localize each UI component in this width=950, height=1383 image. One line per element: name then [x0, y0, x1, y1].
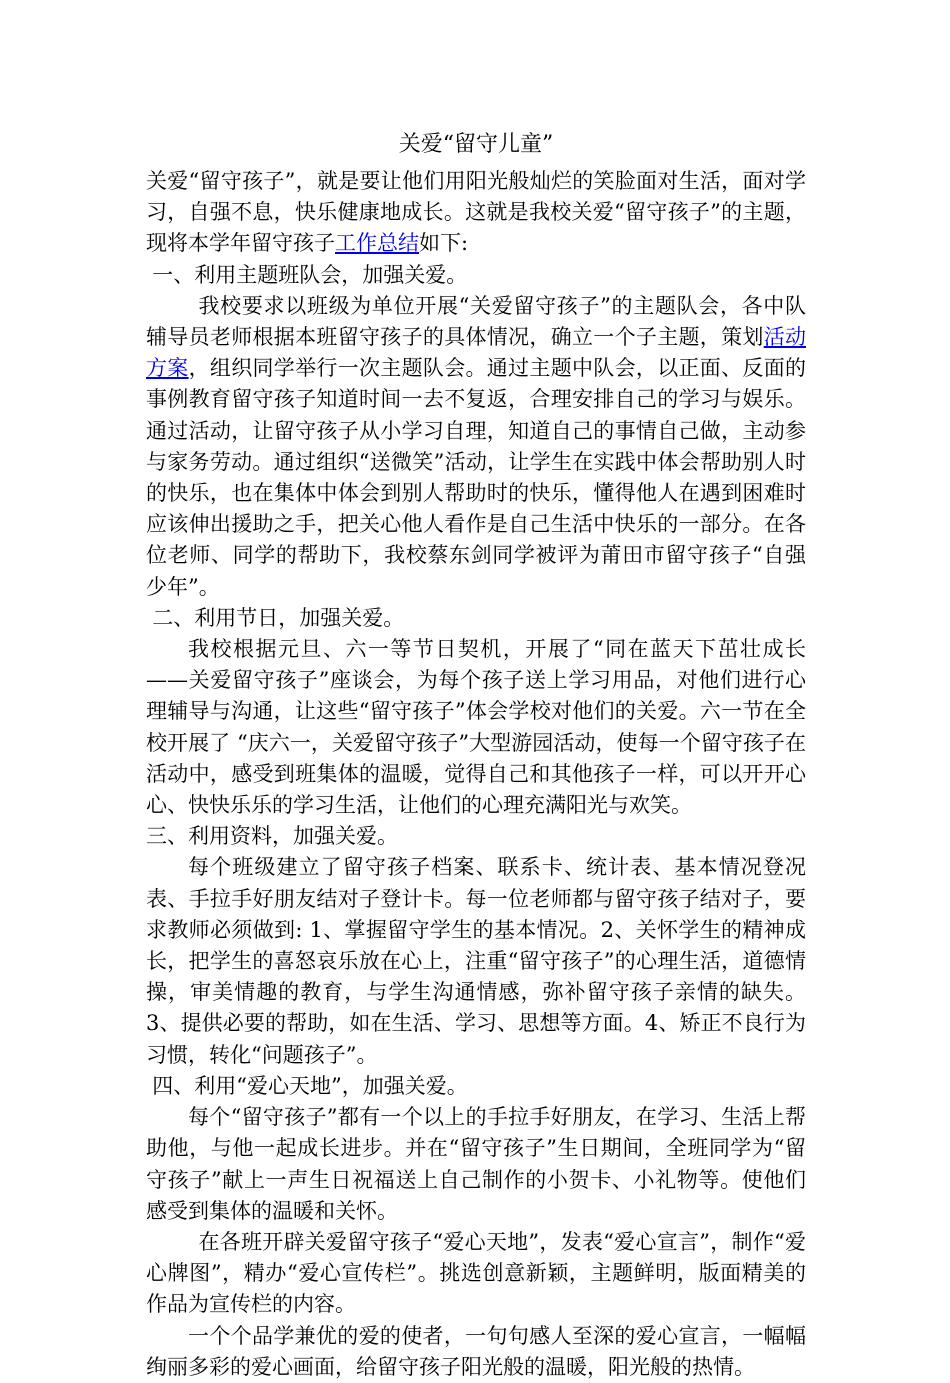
section-1-text-end: ，组织同学举行一次主题队会。通过主题中队会，以正面、反面的事例教育留守孩子知道时间一去不复返，合理安排自己的学习与娱乐。通过活动，让留守孩子从小学习自理，知道自己的事情自己做，主动参与家务劳动。通过组织“送微笑”活动，让学生在实践中体会帮助别人时的快乐，也在集体中体会到别人帮助时的快乐，懂得他人在遇到困难时应该伸出援助之手，把关心他人看作是自己生活中快乐的一部分。在各位老师、同学的帮助下，我校蔡东剑同学被评为莆田市留守孩子“自强少年”。 — [146, 356, 807, 599]
intro-text: 关爱“留守孩子”，就是要让他们用阳光般灿烂的笑脸面对生活，面对学习，自强不息，快乐健康地成长。这就是我校关爱“留守孩子”的主题，现将本学年留守孩子 — [146, 169, 806, 256]
section-4-paragraph-2: 在各班开辟关爱留守孩子“爱心天地”，发表“爱心宣言”，制作“爱心牌图”，精办“爱心宣传栏”。挑选创意新颖，主题鲜明，版面精美的作品为宣传栏的内容。 — [146, 1229, 806, 1317]
section-4-paragraph-3: 一个个品学兼优的爱的使者，一句句感人至深的爱心宣言，一幅幅绚丽多彩的爱心画面，给留守孩子阳光般的温暖，阳光般的热情。 — [146, 1323, 806, 1379]
section-3-paragraph: 每个班级建立了留守孩子档案、联系卡、统计表、基本情况登况表、手拉手好朋友结对子登计卡。每一位老师都与留守孩子结对子，要求教师必须做到: 1、掌握留守学生的基本情况。2、关怀学生的精神成长，把学生的喜怒哀乐放在心上，注重“留守孩子”的心理生活，道德情操，审美情趣的教育，与学生沟通情感，弥补留守孩子亲情的缺失。3、提供必要的帮助，如在生活、学习、思想等方面。4、矫正不良行为习惯，转化“问题孩子”。 — [146, 855, 806, 1067]
section-1-heading: 一、利用主题班队会，加强关爱。 — [152, 262, 468, 287]
section-2-paragraph: 我校根据元旦、六一等节日契机，开展了“同在蓝天下茁壮成长——关爱留守孩子”座谈会，为每个孩子送上学习用品，对他们进行心理辅导与沟通，让这些“留守孩子”体会学校对他们的关爱。六一节在全校开展了 “庆六一，关爱留守孩子”大型游园活动，使每一个留守孩子在活动中，感受到班集体的温暖，觉得自己和其他孩子一样，可以开开心心、快快乐乐的学习生活，让他们的心理充满阳光与欢笑。 — [146, 637, 806, 818]
section-1-paragraph — [146, 291, 806, 603]
document-title: 关爱“留守儿童” — [398, 132, 554, 157]
section-1-text: 我校要求以班级为单位开展“关爱留守孩子”的主题队会，各中队辅导员老师根据本班留守孩子的具体情况，确立一个子主题，策划 — [146, 293, 806, 350]
document-page — [146, 128, 806, 1383]
intro-paragraph — [146, 166, 806, 260]
section-3-heading: 三、利用资料，加强关爱。 — [146, 824, 398, 849]
work-summary-link[interactable]: 工作总结 — [335, 231, 419, 256]
activity-plan-link[interactable]: 活动方案 — [146, 325, 807, 381]
section-4-heading: 四、利用“爱心天地”，加强关爱。 — [152, 1073, 468, 1098]
section-4-paragraph-1: 每个“留守孩子”都有一个以上的手拉手好朋友，在学习、生活上帮助他，与他一起成长进步。并在“留守孩子”生日期间，全班同学为“留守孩子”献上一声生日祝福送上自己制作的小贺卡、小礼物等。使他们感受到集体的温暖和关怀。 — [146, 1105, 806, 1223]
section-2-heading: 二、利用节日，加强关爱。 — [152, 605, 405, 630]
intro-text-end: 如下: — [419, 231, 469, 256]
